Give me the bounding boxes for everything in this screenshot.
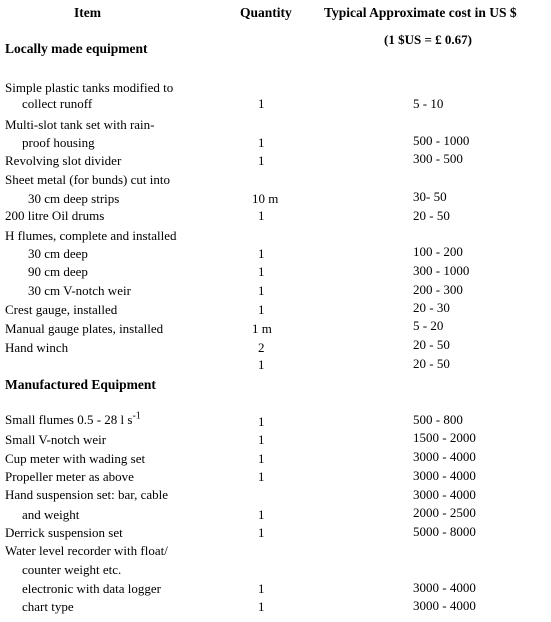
row-cost: 3000 - 4000 — [413, 598, 476, 613]
row-cost: 3000 - 4000 — [413, 487, 476, 502]
row-quantity: 1 — [258, 208, 265, 223]
row-cost: 5 - 20 — [413, 318, 444, 333]
row-cost: 20 - 50 — [413, 208, 450, 223]
row-quantity: 1 — [258, 507, 265, 522]
column-header-cost: Typical Approximate cost in US $ — [324, 5, 517, 20]
row-cost: 3000 - 4000 — [413, 580, 476, 595]
row-item: 90 cm deep — [28, 264, 88, 279]
row-quantity: 2 — [258, 340, 265, 355]
row-item: Water level recorder with float/ — [5, 543, 168, 558]
row-item: Revolving slot divider — [5, 153, 122, 168]
row-quantity: 1 — [258, 357, 265, 372]
row-item — [5, 412, 141, 428]
row-item: Manual gauge plates, installed — [5, 321, 164, 336]
row-item: Small V-notch weir — [5, 432, 107, 447]
exchange-rate-note: (1 $US = £ 0.67) — [384, 32, 472, 47]
row-cost: 20 - 30 — [413, 300, 450, 315]
row-cost: 500 - 800 — [413, 412, 463, 427]
section-heading-manufactured: Manufactured Equipment — [5, 377, 156, 392]
row-cost: 500 - 1000 — [413, 133, 470, 148]
row-item: chart type — [22, 599, 74, 614]
row-quantity: 1 — [258, 153, 265, 168]
row-item: H flumes, complete and installed — [5, 228, 177, 243]
column-header-item: Item — [74, 5, 101, 20]
row-cost: 30- 50 — [413, 189, 447, 204]
row-item: collect runoff — [22, 96, 93, 111]
row-quantity: 1 — [258, 264, 265, 279]
row-quantity: 1 — [258, 525, 265, 540]
row-item: 30 cm V-notch weir — [28, 283, 131, 298]
row-item: Multi-slot tank set with rain- — [5, 117, 155, 132]
row-item: Propeller meter as above — [5, 469, 134, 484]
row-cost: 2000 - 2500 — [413, 505, 476, 520]
row-quantity: 1 — [258, 432, 265, 447]
row-item: electronic with data logger — [22, 581, 161, 596]
row-cost: 1500 - 2000 — [413, 430, 476, 445]
row-quantity: 10 m — [252, 191, 279, 206]
row-cost: 3000 - 4000 — [413, 449, 476, 464]
row-item-superscript: -1 — [132, 410, 141, 422]
row-item: 30 cm deep strips — [28, 191, 120, 206]
row-quantity: 1 — [258, 581, 265, 596]
row-quantity: 1 — [258, 283, 265, 298]
row-quantity: 1 — [258, 135, 265, 150]
row-item: Crest gauge, installed — [5, 302, 118, 317]
row-cost: 5 - 10 — [413, 96, 444, 111]
row-item: Hand suspension set: bar, cable — [5, 487, 169, 502]
column-header-quantity: Quantity — [240, 5, 292, 20]
row-quantity: 1 m — [252, 321, 272, 336]
row-cost: 300 - 500 — [413, 151, 463, 166]
row-item: counter weight etc. — [22, 562, 122, 577]
row-cost: 300 - 1000 — [413, 263, 470, 278]
row-item: Hand winch — [5, 340, 69, 355]
row-cost: 20 - 50 — [413, 356, 450, 371]
row-item: Derrick suspension set — [5, 525, 123, 540]
row-item: 30 cm deep — [28, 246, 88, 261]
row-quantity: 1 — [258, 414, 265, 429]
row-item: Cup meter with wading set — [5, 451, 146, 466]
row-cost: 20 - 50 — [413, 337, 450, 352]
row-item: and weight — [22, 507, 80, 522]
row-quantity: 1 — [258, 451, 265, 466]
row-quantity: 1 — [258, 246, 265, 261]
row-quantity: 1 — [258, 96, 265, 111]
row-cost: 5000 - 8000 — [413, 524, 476, 539]
row-cost: 100 - 200 — [413, 244, 463, 259]
row-quantity: 1 — [258, 469, 265, 484]
row-cost: 200 - 300 — [413, 282, 463, 297]
row-quantity: 1 — [258, 599, 265, 614]
section-heading-local: Locally made equipment — [5, 41, 148, 56]
row-item: Sheet metal (for bunds) cut into — [5, 172, 170, 187]
row-cost: 3000 - 4000 — [413, 468, 476, 483]
row-item: 200 litre Oil drums — [5, 208, 105, 223]
row-item: Simple plastic tanks modified to — [5, 80, 174, 95]
row-quantity: 1 — [258, 302, 265, 317]
row-item: proof housing — [22, 135, 95, 150]
row-item-text: Small flumes 0.5 - 28 l s — [5, 412, 133, 427]
